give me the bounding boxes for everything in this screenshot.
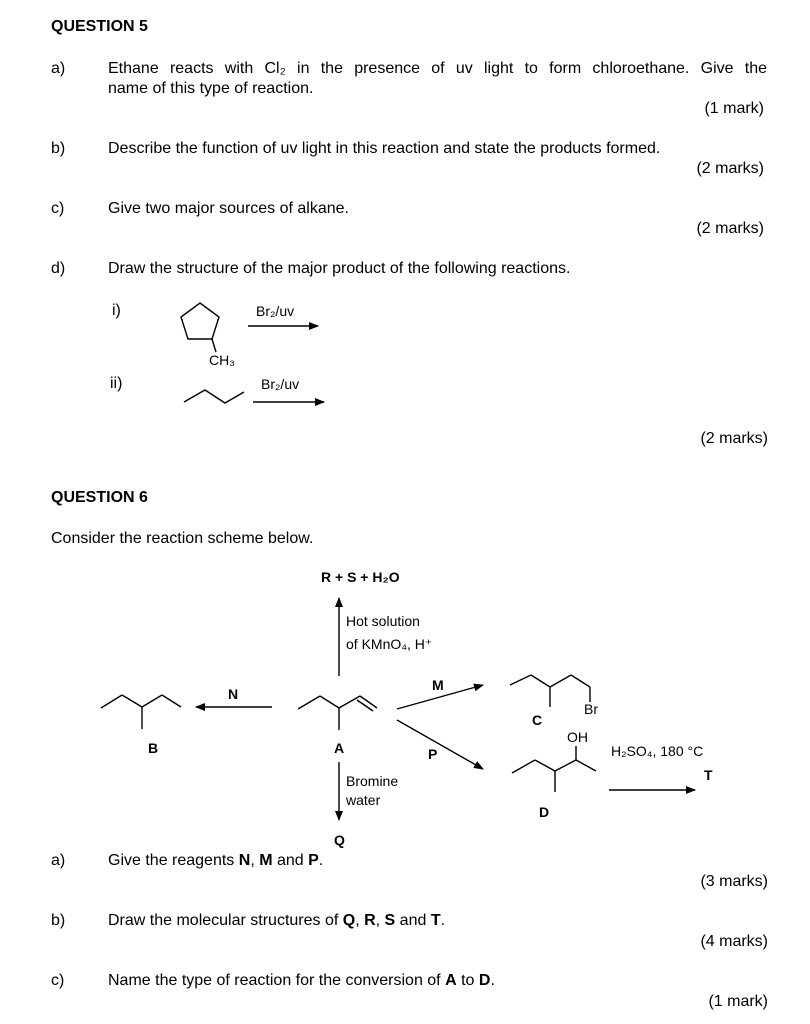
scheme-h2so4-condition: H₂SO₄, 180 °C bbox=[611, 743, 704, 759]
q5d-i-substituent: CH₃ bbox=[209, 352, 235, 368]
scheme-label-C: C bbox=[532, 712, 543, 728]
compound-A-structure bbox=[298, 696, 377, 730]
scheme-label-M: M bbox=[432, 677, 444, 693]
q5a-label: a) bbox=[51, 60, 66, 77]
q5d-ii-label: ii) bbox=[110, 375, 123, 392]
q6a-marks: (3 marks) bbox=[700, 873, 768, 890]
propane-structure bbox=[184, 390, 244, 403]
scheme-br-label: Br bbox=[584, 701, 598, 717]
scheme-label-A: A bbox=[334, 740, 345, 756]
scheme-hot-solution-line2: of KMnO₄, H⁺ bbox=[346, 636, 433, 652]
q6-intro: Consider the reaction scheme below. bbox=[51, 530, 314, 547]
scheme-hot-solution-line1: Hot solution bbox=[346, 613, 420, 629]
q5d-label: d) bbox=[51, 260, 66, 277]
q5d-ii-reagent: Br₂/uv bbox=[261, 376, 300, 392]
q6b-marks: (4 marks) bbox=[700, 933, 768, 950]
q5b-marks: (2 marks) bbox=[696, 160, 764, 177]
compound-B-structure bbox=[101, 695, 181, 729]
scheme-bromine-line1: Bromine bbox=[346, 773, 399, 789]
scheme-label-N: N bbox=[228, 686, 239, 702]
q5a-marks: (1 mark) bbox=[704, 100, 764, 117]
q6a-text: Give the reagents N, M and P. bbox=[108, 852, 324, 869]
q5d-text: Draw the structure of the major product of the following reactions. bbox=[108, 260, 571, 277]
methylcyclopentane-structure bbox=[181, 303, 219, 352]
q5c-marks: (2 marks) bbox=[696, 220, 764, 237]
scheme-bromine-line2: water bbox=[346, 792, 381, 808]
question-6-title: QUESTION 6 bbox=[51, 489, 148, 506]
q5d-i-reagent: Br₂/uv bbox=[256, 303, 295, 319]
q6a-label: a) bbox=[51, 852, 66, 869]
arrow-A-to-D bbox=[397, 720, 483, 769]
scheme-label-P: P bbox=[428, 746, 438, 762]
q5d-i-label: i) bbox=[112, 302, 121, 319]
scheme-label-B: B bbox=[148, 740, 159, 756]
compound-D-structure bbox=[512, 746, 596, 792]
compound-C-structure bbox=[510, 675, 590, 707]
q5d-marks: (2 marks) bbox=[700, 430, 768, 447]
q5b-label: b) bbox=[51, 140, 66, 157]
question-5-title: QUESTION 5 bbox=[51, 18, 148, 35]
q5a-text-line1: Ethane reacts with Cl₂ in the presence of uv light to form chloroethane. Give the bbox=[108, 60, 767, 77]
arrow-A-to-C bbox=[397, 685, 483, 709]
q5c-text: Give two major sources of alkane. bbox=[108, 200, 349, 217]
q6b-label: b) bbox=[51, 912, 66, 929]
q6c-text: Name the type of reaction for the conversion of A to D. bbox=[108, 972, 495, 989]
scheme-oh-label: OH bbox=[567, 729, 588, 745]
q6c-marks: (1 mark) bbox=[708, 993, 768, 1010]
scheme-label-T: T bbox=[704, 767, 713, 783]
q5c-label: c) bbox=[51, 200, 65, 217]
q6c-label: c) bbox=[51, 972, 65, 989]
q6b-text: Draw the molecular structures of Q, R, S and T. bbox=[108, 912, 446, 929]
q5a-text-line2: name of this type of reaction. bbox=[108, 80, 314, 97]
scheme-label-D: D bbox=[539, 804, 550, 820]
scheme-label-Q: Q bbox=[334, 832, 345, 848]
scheme-top-product: R + S + H₂O bbox=[321, 569, 400, 585]
q5b-text: Describe the function of uv light in this reaction and state the products formed. bbox=[108, 140, 661, 157]
